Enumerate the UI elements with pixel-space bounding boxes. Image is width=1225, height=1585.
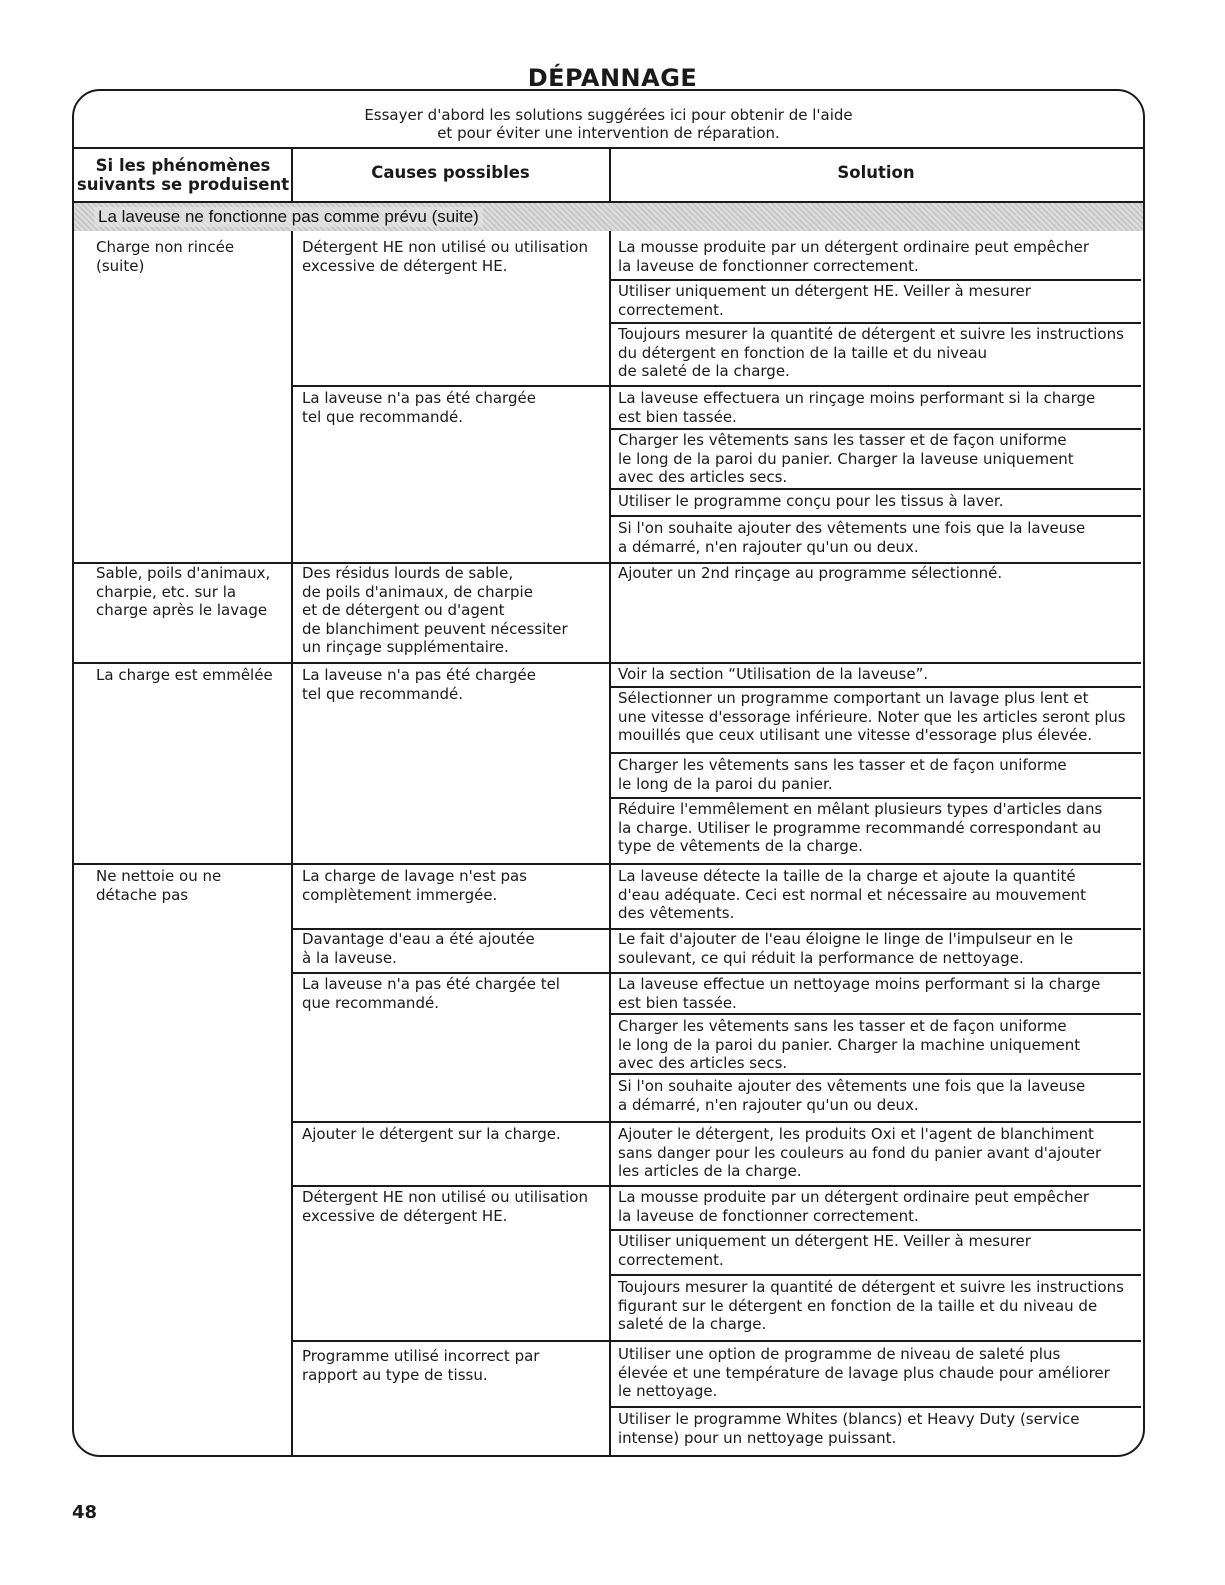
column-divider	[609, 231, 611, 1455]
header-symptom	[76, 156, 290, 194]
cell-line: La laveuse détecte la taille de la charge et ajoute la quantité	[618, 867, 1076, 885]
cell-line: la charge. Utiliser le programme recommandé correspondant au	[618, 818, 1102, 837]
solution-separator	[610, 1274, 1141, 1276]
cause-cell	[302, 975, 560, 1012]
cell-line: correctement.	[618, 300, 724, 319]
cell-line: tel que recommandé.	[302, 684, 464, 703]
solution-cell	[618, 389, 1095, 426]
cell-line: détache pas	[96, 885, 189, 904]
cell-line: type de vêtements de la charge.	[618, 837, 863, 855]
cell-line: à la laveuse.	[302, 948, 397, 967]
cell-line: La laveuse effectue un nettoyage moins performant si la charge	[618, 975, 1101, 993]
cell-line: sans danger pour les couleurs au fond du panier avant d'ajouter	[618, 1143, 1102, 1162]
cell-line: Toujours mesurer la quantité de détergent et suivre les instructions	[618, 325, 1124, 343]
cell-line: charpie, etc. sur la	[96, 582, 237, 601]
solution-cell	[618, 1017, 1080, 1073]
solution-cell	[618, 325, 1124, 381]
cell-line: le long de la paroi du panier. Charger la machine uniquement	[618, 1035, 1081, 1054]
cell-line: des vêtements.	[618, 904, 735, 922]
cell-line: figurant sur le détergent en fonction de la taille et du niveau de	[618, 1296, 1098, 1315]
solution-separator	[610, 797, 1141, 799]
cell-line: élevée et une température de lavage plus chaude pour améliorer	[618, 1363, 1110, 1382]
cell-line: la laveuse de fonctionner correctement.	[618, 1206, 919, 1225]
symptom-cell	[96, 867, 221, 904]
cell-line: La charge de lavage n'est pas	[302, 867, 527, 885]
cell-line: excessive de détergent HE.	[302, 1206, 508, 1225]
cell-line: Charger les vêtements sans les tasser et de façon uniforme	[618, 431, 1067, 449]
solution-cell	[618, 800, 1102, 856]
cell-line: intense) pour un nettoyage puissant.	[618, 1428, 897, 1447]
cell-line: Détergent HE non utilisé ou utilisation	[302, 238, 588, 256]
cell-line: de poils d'animaux, de charpie	[302, 582, 533, 601]
solution-cell	[618, 282, 1031, 319]
cause-separator	[292, 385, 610, 387]
solution-separator	[610, 385, 1141, 387]
header-symptom-line: suivants se produisent	[76, 175, 290, 194]
solution-cell	[618, 867, 1086, 923]
column-divider	[291, 231, 293, 1455]
solution-cell	[618, 431, 1074, 487]
cell-line: La laveuse n'a pas été chargée tel	[302, 975, 560, 993]
solution-cell	[618, 689, 1126, 745]
cell-line: Réduire l'emmêlement en mêlant plusieurs types d'articles dans	[618, 800, 1103, 818]
solution-cell	[618, 1077, 1085, 1114]
row-separator	[74, 662, 610, 664]
cell-line: Davantage d'eau a été ajoutée	[302, 930, 535, 948]
cell-line: Programme utilisé incorrect par	[302, 1347, 540, 1365]
solution-separator	[610, 662, 1141, 664]
page-number: 48	[72, 1502, 98, 1523]
cause-cell	[302, 564, 568, 657]
cell-line: Charger les vêtements sans les tasser et de façon uniforme	[618, 756, 1067, 774]
cell-line: complètement immergée.	[302, 885, 498, 904]
cell-line: a démarré, n'en rajouter qu'un ou deux.	[618, 1095, 919, 1114]
cell-line: saleté de la charge.	[618, 1315, 767, 1333]
solution-cell	[618, 519, 1085, 556]
solution-separator	[610, 515, 1141, 517]
solution-separator	[610, 1185, 1141, 1187]
cell-line: charge après le lavage	[96, 601, 268, 619]
cell-line: les articles de la charge.	[618, 1162, 802, 1180]
cell-line: un rinçage supplémentaire.	[302, 638, 509, 656]
cell-line: du détergent en fonction de la taille et du niveau	[618, 343, 988, 362]
cell-line: La laveuse n'a pas été chargée	[302, 666, 536, 684]
cell-line: Utiliser le programme Whites (blancs) et Heavy Duty (service	[618, 1410, 1080, 1428]
solution-separator	[610, 1340, 1141, 1342]
cell-line: La mousse produite par un détergent ordinaire peut empêcher	[618, 238, 1090, 256]
solution-separator	[610, 279, 1141, 281]
cell-line: Toujours mesurer la quantité de détergent et suivre les instructions	[618, 1278, 1124, 1296]
solution-separator	[610, 322, 1141, 324]
cause-cell	[302, 1347, 539, 1384]
cell-line: est bien tassée.	[618, 993, 737, 1012]
cell-line: La laveuse effectuera un rinçage moins performant si la charge	[618, 389, 1096, 407]
row-separator	[74, 863, 610, 865]
solution-separator	[610, 1013, 1141, 1015]
solution-cell	[618, 975, 1100, 1012]
cell-line: Détergent HE non utilisé ou utilisation	[302, 1188, 588, 1206]
cell-line: Des résidus lourds de sable,	[302, 564, 514, 582]
cell-line: Charge non rincée	[96, 238, 235, 256]
cell-line: la laveuse de fonctionner correctement.	[618, 256, 919, 275]
cause-cell	[302, 930, 535, 967]
solution-separator	[610, 1121, 1141, 1123]
cell-line: Si l'on souhaite ajouter des vêtements une fois que la laveuse	[618, 519, 1086, 537]
cell-line: correctement.	[618, 1250, 724, 1269]
cell-line: excessive de détergent HE.	[302, 256, 508, 275]
solution-separator	[610, 428, 1141, 430]
symptom-cell	[96, 666, 273, 685]
cell-line: avec des articles secs.	[618, 468, 788, 486]
cell-line: et de détergent ou d'agent	[302, 601, 505, 619]
cell-line: (suite)	[96, 256, 145, 275]
cell-line: Si l'on souhaite ajouter des vêtements une fois que la laveuse	[618, 1077, 1086, 1095]
solution-cell	[618, 492, 1003, 511]
cell-line: rapport au type de tissu.	[302, 1365, 488, 1384]
cell-line: Sélectionner un programme comportant un lavage plus lent et	[618, 689, 1089, 707]
cause-cell	[302, 666, 536, 703]
cell-line: La mousse produite par un détergent ordinaire peut empêcher	[618, 1188, 1090, 1206]
intro-line: et pour éviter une intervention de réparation.	[437, 124, 780, 142]
solution-separator	[610, 488, 1141, 490]
cause-separator	[292, 972, 610, 974]
solution-cell	[618, 238, 1089, 275]
header-symptom-line: Si les phénomènes	[95, 156, 271, 175]
cell-line: Utiliser uniquement un détergent HE. Veiller à mesurer	[618, 1232, 1031, 1250]
solution-cell	[618, 1410, 1080, 1447]
solution-cell	[618, 665, 928, 684]
cell-line: Voir la section “Utilisation de la laveuse”.	[618, 665, 929, 683]
solution-separator	[610, 1406, 1141, 1408]
page-title: DÉPANNAGE	[527, 64, 698, 92]
solution-separator	[610, 1073, 1141, 1075]
cause-cell	[302, 1188, 588, 1225]
cell-line: de blanchiment peuvent nécessiter	[302, 619, 568, 638]
cause-cell	[302, 238, 588, 275]
cell-line: d'eau adéquate. Ceci est normal et nécessaire au mouvement	[618, 885, 1087, 904]
solution-cell	[618, 1345, 1110, 1401]
cell-line: avec des articles secs.	[618, 1054, 788, 1072]
cell-line: Le fait d'ajouter de l'eau éloigne le linge de l'impulseur en le	[618, 930, 1074, 948]
cell-line: le long de la paroi du panier. Charger la laveuse uniquement	[618, 449, 1074, 468]
cell-line: Ne nettoie ou ne	[96, 867, 222, 885]
cause-cell	[302, 867, 527, 904]
solution-cell	[618, 1125, 1101, 1181]
cell-line: est bien tassée.	[618, 407, 737, 426]
intro-line: Essayer d'abord les solutions suggérées ici pour obtenir de l'aide	[364, 106, 853, 124]
symptom-cell	[96, 564, 270, 620]
solution-cell	[618, 930, 1073, 967]
cell-line: une vitesse d'essorage inférieure. Noter que les articles seront plus	[618, 707, 1126, 726]
cell-line: Charger les vêtements sans les tasser et de façon uniforme	[618, 1017, 1067, 1035]
cell-line: que recommandé.	[302, 993, 439, 1012]
cell-line: La charge est emmêlée	[96, 666, 273, 684]
cell-line: Utiliser le programme conçu pour les tissus à laver.	[618, 492, 1004, 510]
solution-separator	[610, 863, 1141, 865]
solution-separator	[610, 972, 1141, 974]
solution-separator	[610, 1229, 1141, 1231]
solution-separator	[610, 686, 1141, 688]
cell-line: le nettoyage.	[618, 1382, 718, 1400]
intro-text	[72, 106, 1145, 142]
cell-line: Ajouter le détergent sur la charge.	[302, 1125, 561, 1143]
solution-cell	[618, 1232, 1031, 1269]
cell-line: le long de la paroi du panier.	[618, 774, 833, 793]
solution-cell	[618, 1188, 1089, 1225]
cell-line: Ajouter un 2nd rinçage au programme sélectionné.	[618, 564, 1003, 582]
symptom-cell	[96, 238, 234, 275]
cell-line: soulevant, ce qui réduit la performance de nettoyage.	[618, 948, 1024, 967]
cell-line: tel que recommandé.	[302, 407, 464, 426]
cell-line: mouillés que ceux utilisant une vitesse d'essorage plus élevée.	[618, 726, 1093, 744]
cell-line: Ajouter le détergent, les produits Oxi et l'agent de blanchiment	[618, 1125, 1094, 1143]
header-cause: Causes possibles	[371, 163, 530, 182]
cause-cell	[302, 389, 536, 426]
solution-separator	[610, 752, 1141, 754]
cell-line: a démarré, n'en rajouter qu'un ou deux.	[618, 537, 919, 556]
header-solution: Solution	[837, 163, 915, 182]
cell-line: de saleté de la charge.	[618, 362, 790, 380]
section-title: La laveuse ne fonctionne pas comme prévu (suite)	[94, 207, 483, 227]
solution-cell	[618, 564, 1002, 583]
cell-line: Sable, poils d'animaux,	[96, 564, 271, 582]
solution-cell	[618, 1278, 1124, 1334]
cause-separator	[292, 1121, 610, 1123]
solution-cell	[618, 756, 1067, 793]
cell-line: Utiliser uniquement un détergent HE. Veiller à mesurer	[618, 282, 1031, 300]
cause-separator	[292, 1340, 610, 1342]
cause-cell	[302, 1125, 561, 1144]
cause-separator	[292, 1185, 610, 1187]
cell-line: Utiliser une option de programme de niveau de saleté plus	[618, 1345, 1061, 1363]
cell-line: La laveuse n'a pas été chargée	[302, 389, 536, 407]
